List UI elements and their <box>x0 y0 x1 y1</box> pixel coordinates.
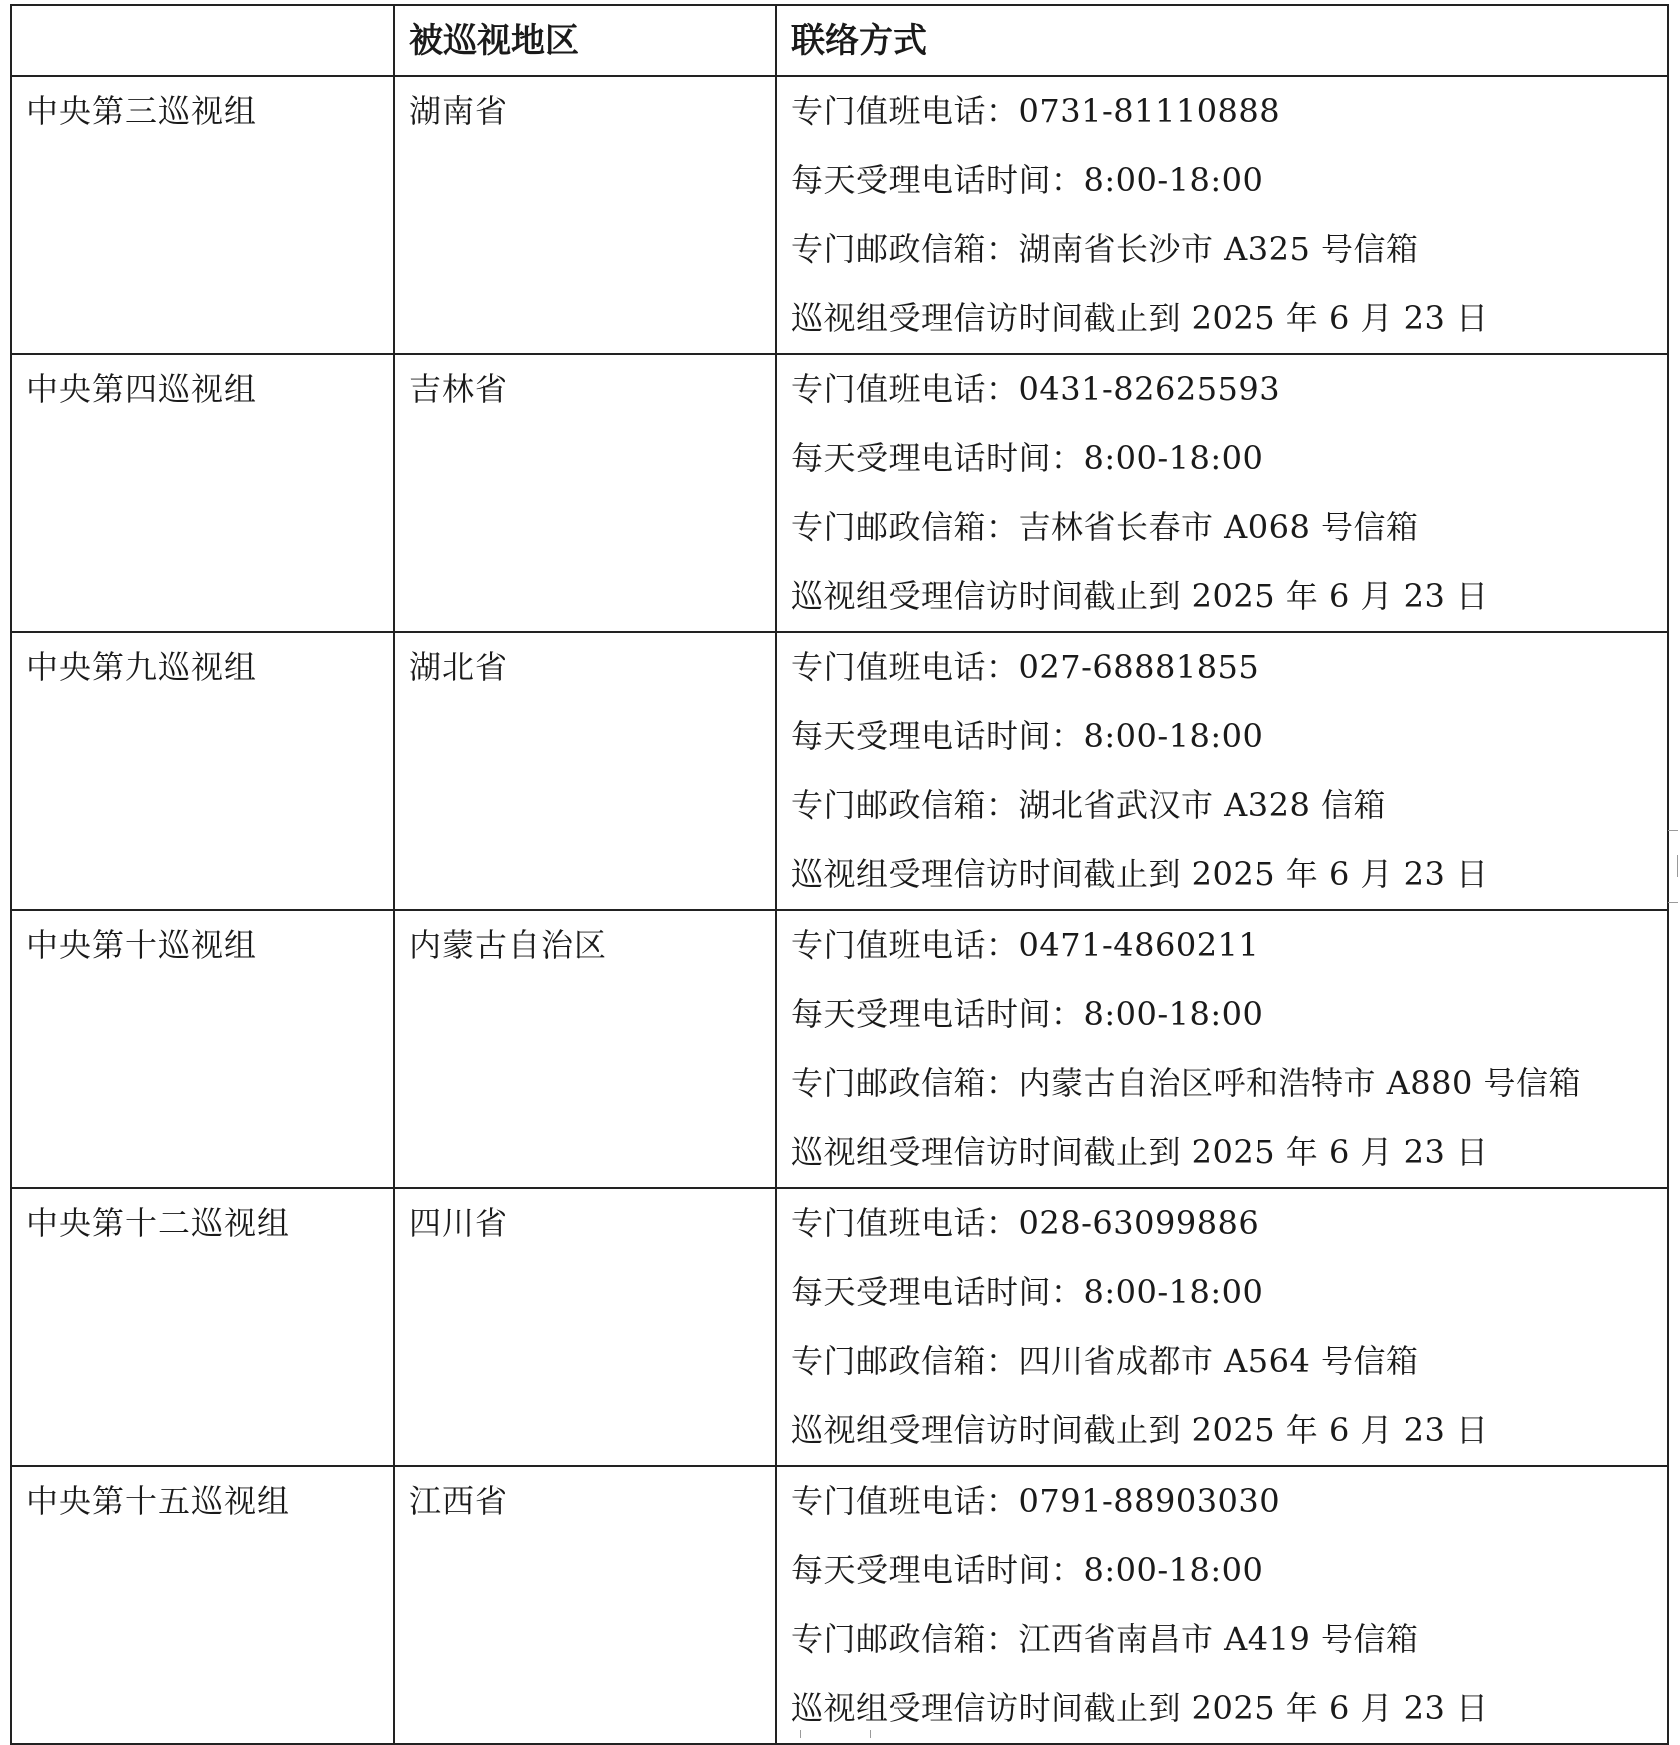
inspection-contact-table <box>10 4 1669 1745</box>
header-group <box>11 5 394 76</box>
region-cell <box>394 1466 776 1744</box>
table-header-row <box>11 5 1668 76</box>
group-name: 中央第九巡视组 <box>26 648 258 686</box>
table-row <box>11 354 1668 632</box>
postal-box: 专门邮政信箱：江西省南昌市 A419 号信箱 <box>791 1620 1419 1658</box>
petition-deadline: 巡视组受理信访时间截止到 2025 年 6 月 23 日 <box>791 1689 1489 1727</box>
scan-edge-mark <box>870 1730 871 1738</box>
contact-cell <box>776 76 1668 354</box>
region-name: 湖南省 <box>409 92 509 130</box>
region-name: 吉林省 <box>409 370 509 408</box>
contact-cell <box>776 632 1668 910</box>
region-name: 内蒙古自治区 <box>409 926 608 964</box>
postal-box: 专门邮政信箱：湖北省武汉市 A328 信箱 <box>791 786 1387 824</box>
header-region: 被巡视地区 <box>394 5 776 76</box>
postal-box: 专门邮政信箱：内蒙古自治区呼和浩特市 A880 号信箱 <box>791 1064 1582 1102</box>
group-cell <box>11 910 394 1188</box>
table-row <box>11 76 1668 354</box>
scan-edge-mark <box>1668 830 1678 831</box>
table-row <box>11 1188 1668 1466</box>
group-cell <box>11 1466 394 1744</box>
table-row <box>11 1466 1668 1744</box>
scan-edge-mark <box>800 1730 801 1738</box>
group-name: 中央第十巡视组 <box>26 926 258 964</box>
group-name: 中央第三巡视组 <box>26 92 258 130</box>
header-contact: 联络方式 <box>776 5 1668 76</box>
contact-cell <box>776 1188 1668 1466</box>
region-cell <box>394 632 776 910</box>
contact-cell <box>776 1466 1668 1744</box>
duty-phone: 专门值班电话：0431-82625593 <box>791 370 1281 408</box>
phone-hours: 每天受理电话时间：8:00-18:00 <box>791 717 1264 755</box>
region-name: 四川省 <box>409 1204 509 1242</box>
group-cell <box>11 632 394 910</box>
table-row <box>11 910 1668 1188</box>
duty-phone: 专门值班电话：0731-81110888 <box>791 92 1281 130</box>
duty-phone: 专门值班电话：027-68881855 <box>791 648 1260 686</box>
scan-edge-mark <box>1668 902 1678 903</box>
petition-deadline: 巡视组受理信访时间截止到 2025 年 6 月 23 日 <box>791 1133 1489 1171</box>
group-name: 中央第四巡视组 <box>26 370 258 408</box>
group-name: 中央第十五巡视组 <box>26 1482 291 1520</box>
duty-phone: 专门值班电话：028-63099886 <box>791 1204 1260 1242</box>
group-cell <box>11 354 394 632</box>
petition-deadline: 巡视组受理信访时间截止到 2025 年 6 月 23 日 <box>791 855 1489 893</box>
region-cell <box>394 354 776 632</box>
phone-hours: 每天受理电话时间：8:00-18:00 <box>791 1273 1264 1311</box>
region-name: 江西省 <box>409 1482 509 1520</box>
duty-phone: 专门值班电话：0791-88903030 <box>791 1482 1281 1520</box>
group-name: 中央第十二巡视组 <box>26 1204 291 1242</box>
region-name: 湖北省 <box>409 648 509 686</box>
duty-phone: 专门值班电话：0471-4860211 <box>791 926 1260 964</box>
scan-edge-mark <box>1677 855 1678 877</box>
petition-deadline: 巡视组受理信访时间截止到 2025 年 6 月 23 日 <box>791 1411 1489 1449</box>
phone-hours: 每天受理电话时间：8:00-18:00 <box>791 995 1264 1033</box>
region-cell <box>394 1188 776 1466</box>
contact-cell <box>776 354 1668 632</box>
contact-cell <box>776 910 1668 1188</box>
group-cell <box>11 76 394 354</box>
phone-hours: 每天受理电话时间：8:00-18:00 <box>791 439 1264 477</box>
petition-deadline: 巡视组受理信访时间截止到 2025 年 6 月 23 日 <box>791 577 1489 615</box>
group-cell <box>11 1188 394 1466</box>
region-cell <box>394 910 776 1188</box>
phone-hours: 每天受理电话时间：8:00-18:00 <box>791 161 1264 199</box>
petition-deadline: 巡视组受理信访时间截止到 2025 年 6 月 23 日 <box>791 299 1489 337</box>
table-row <box>11 632 1668 910</box>
postal-box: 专门邮政信箱：湖南省长沙市 A325 号信箱 <box>791 230 1419 268</box>
postal-box: 专门邮政信箱：吉林省长春市 A068 号信箱 <box>791 508 1419 546</box>
region-cell <box>394 76 776 354</box>
postal-box: 专门邮政信箱：四川省成都市 A564 号信箱 <box>791 1342 1419 1380</box>
phone-hours: 每天受理电话时间：8:00-18:00 <box>791 1551 1264 1589</box>
